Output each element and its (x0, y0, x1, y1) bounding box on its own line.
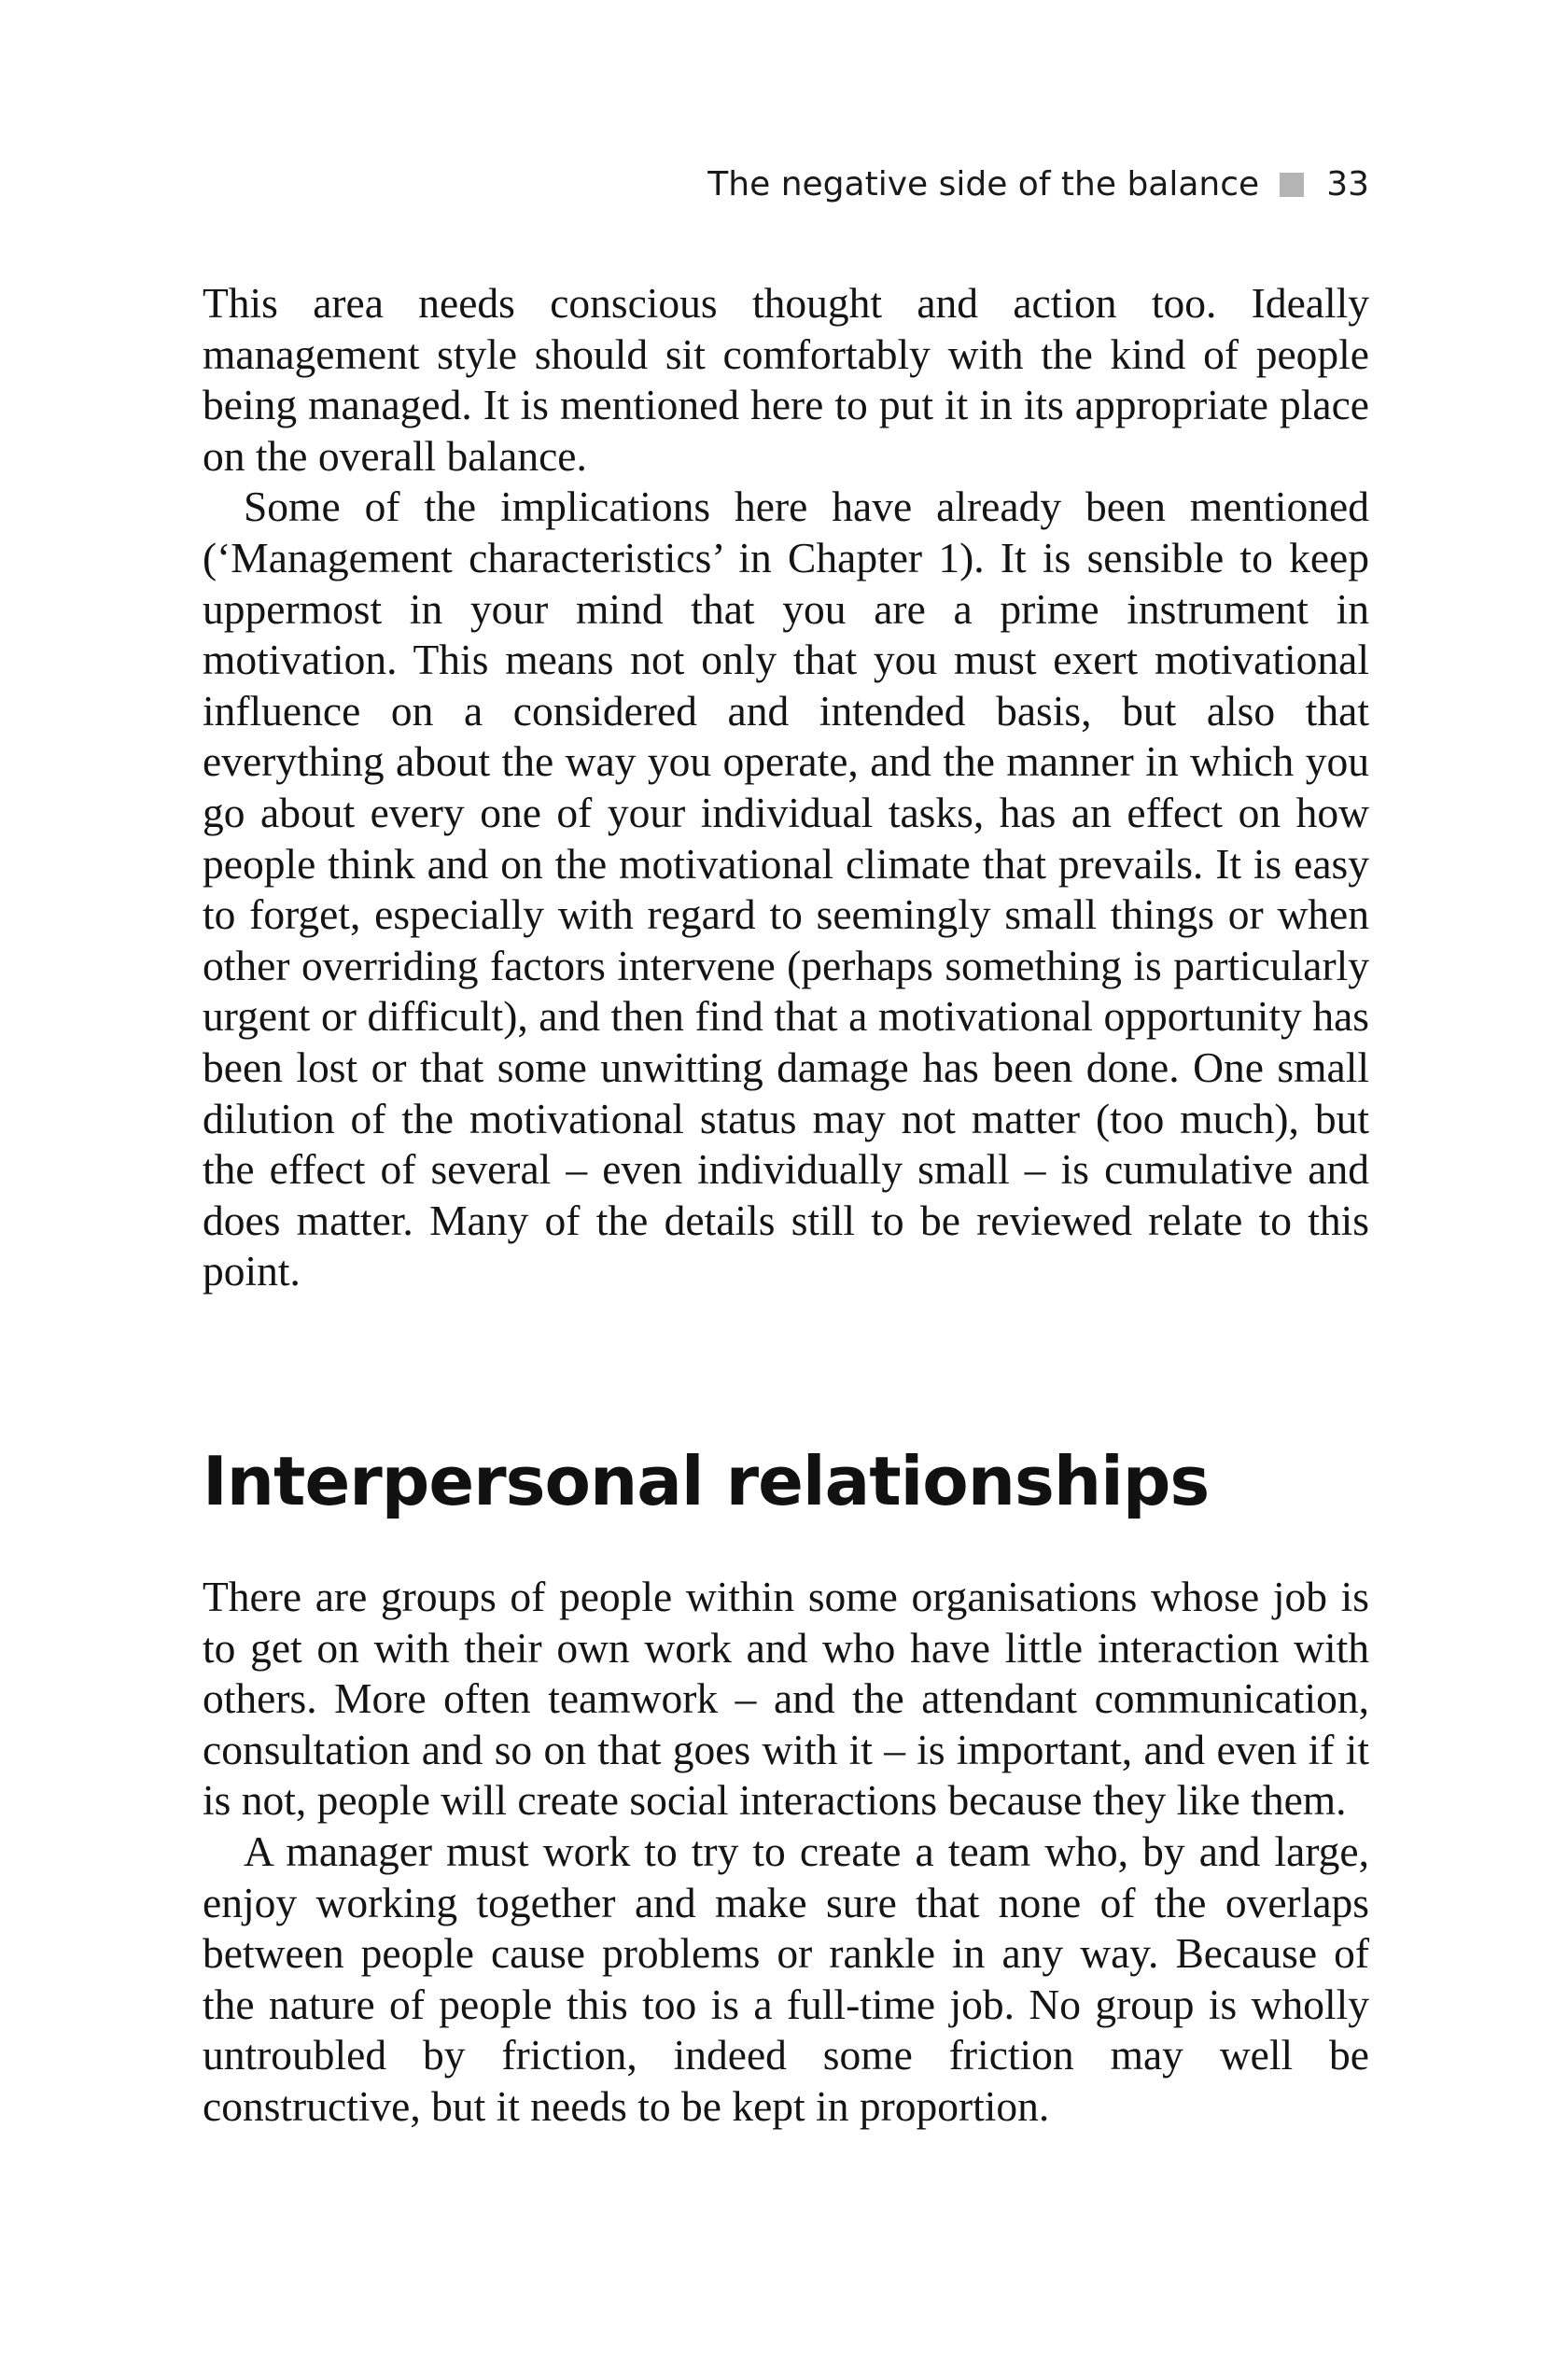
separator-square-icon (1280, 173, 1304, 197)
section-heading: Interpersonal relationships (203, 1442, 1210, 1520)
running-head-title: The negative side of the balance (707, 165, 1260, 203)
paragraph-manager-team: A manager must work to try to create a team who, by and large, enjoy working together and make sure that none of the overlaps between people cause problems or rankle in any way. Because of the nature of people this too is a full-time job. No group is wholly untroubled by friction, indeed some friction may well be constructive, but it needs to be kept in proportion. (203, 1827, 1369, 2130)
paragraph-implications: Some of the implications here have already been mentioned (‘Management characteristics’ in Chapter 1). It is sensible to keep uppermost in your mind that you are a prime instrument in motivation. This means not only that you must exert motivational influence on a considered and intended basis, but also that everything about the way you operate, and the manner in which you go about every one of your individual tasks, has an effect on how people think and on the motivational climate that prevails. It is easy to forget, especially with regard to seemingly small things or when other overriding factors intervene (perhaps something is particularly urgent or difficult), and then find that a motivational opportunity has been lost or that some unwitting damage has been done. One small dilution of the motivational status may not matter (too much), but the effect of several – even individually small – is cumulative and does matter. Many of the details still to be reviewed relate to this point. (203, 483, 1369, 1295)
section-interpersonal-relationships (203, 1572, 1369, 2133)
running-head (203, 157, 1369, 213)
page-number: 33 (1326, 165, 1369, 203)
paragraph-conscious-thought: This area needs conscious thought and action too. Ideally management style should sit comfortably with the kind of people being managed. It is mentioned here to put it in its appropriate place on the overall balance. (203, 279, 1369, 480)
section-management-style (203, 278, 1369, 1297)
paragraph-groups-of-people: There are groups of people within some organisations whose job is to get on with their own work and who have little interaction with others. More often teamwork – and the attendant communication, consultation and so on that goes with it – is important, and even if it is not, people will create social interactions because they like them. (203, 1573, 1369, 1825)
